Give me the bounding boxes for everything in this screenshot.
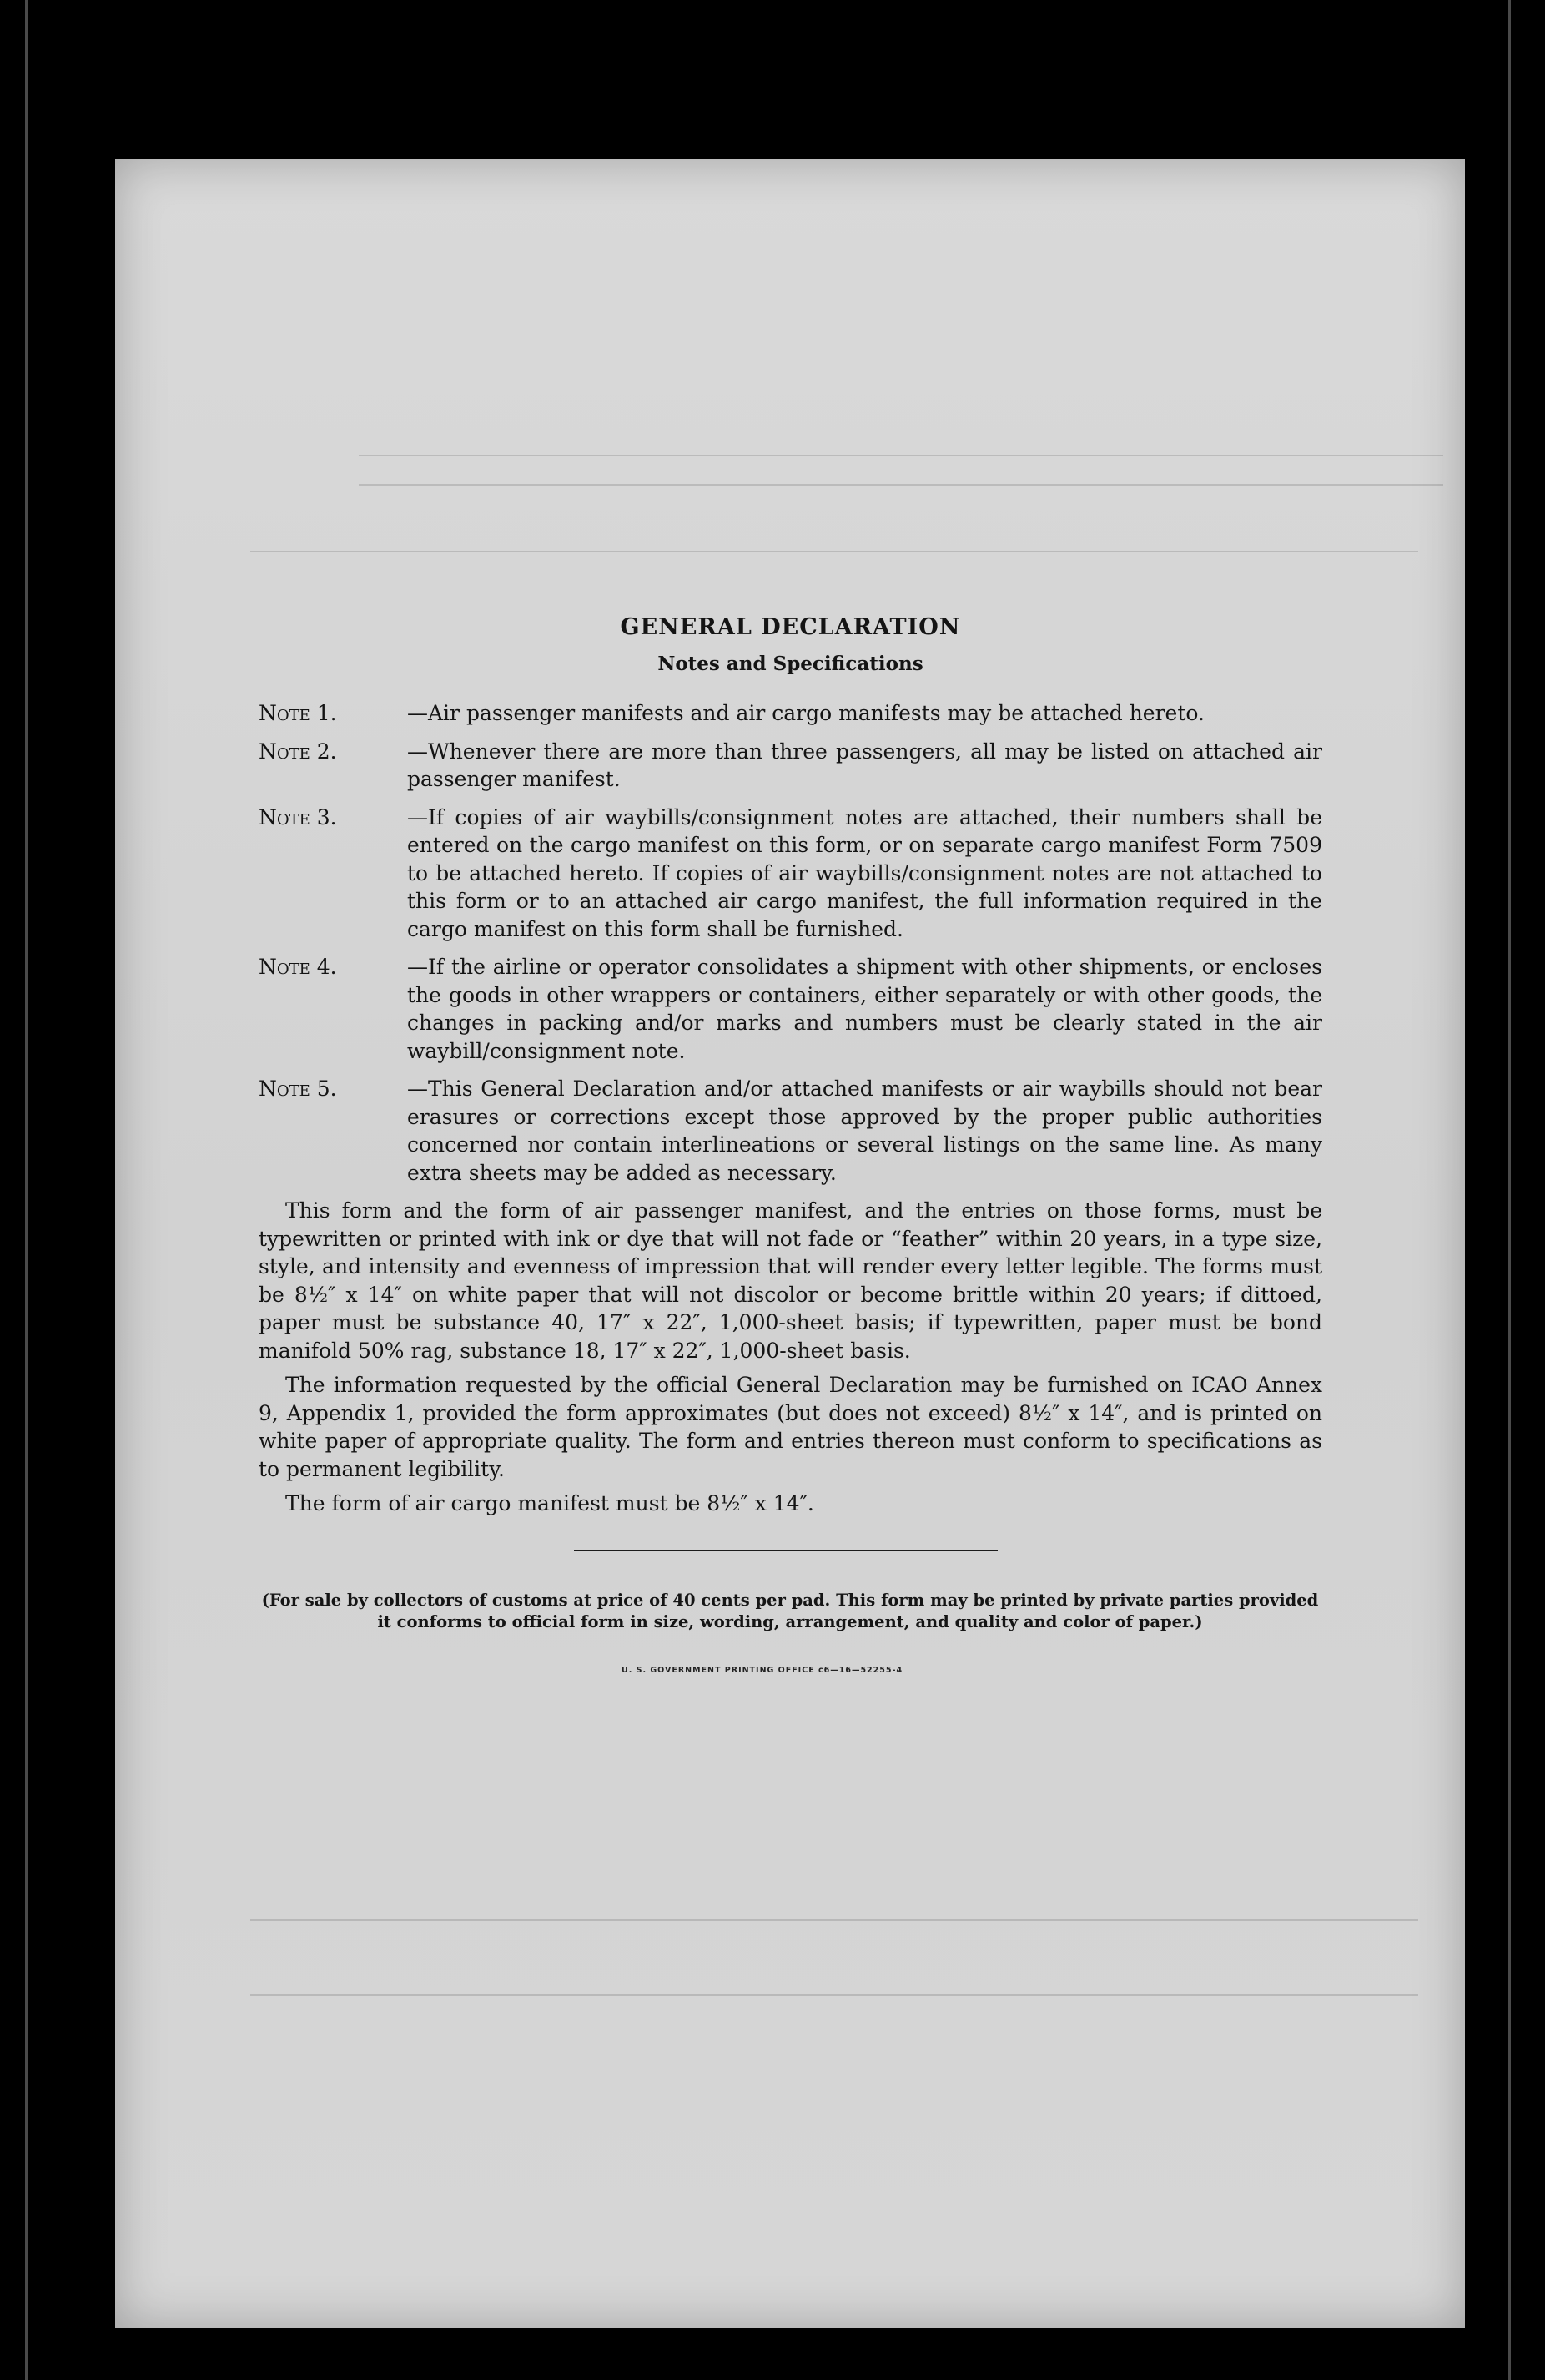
- note-label: Note 3.: [259, 804, 337, 829]
- film-edge-right: [1508, 0, 1511, 2380]
- note-text: —Air passenger manifests and air cargo manifests may be attached hereto.: [407, 701, 1205, 725]
- paragraph-icao-annex: The information requested by the official General Declaration may be furnished on ICAO Annex 9, Appendix 1, provided the form approximates (but does not exceed) 8½″ x 14″, and is printed on white paper of appropriate quality. The form and entries thereon must conform to specifications as to permanent legibility.: [259, 1373, 1322, 1481]
- paragraph-form-requirements: This form and the form of air passenger manifest, and the entries on those forms, must be typewritten or printed with ink or dye that will not fade or “feather” within 20 years, in a type size, style, and intensity and evenness of impression that will render every letter legible. The forms must be 8½″ x 14″ on white paper that will not discolor or become brittle within 20 years; if dittoed, paper must be substance 40, 17″ x 22″, 1,000-sheet basis; if typewritten, paper must be bond manifold 50% rag, substance 18, 17″ x 22″, 1,000-sheet basis.: [259, 1198, 1322, 1363]
- note-1: [259, 699, 1322, 728]
- note-text: —This General Declaration and/or attached manifests or air waybills should not bear erasures or corrections except those approved by the proper public authorities concerned nor contain interlineations or several listings on the same line. As many extra sheets may be added as necessary.: [407, 1077, 1322, 1185]
- note-text: —If the airline or operator consolidates a shipment with other shipments, or encloses the goods in other wrappers or containers, either separately or with other goods, the changes in packing and/or marks and numbers must be clearly stated in the air waybill/consignment note.: [407, 955, 1322, 1063]
- note-label: Note 5.: [259, 1077, 337, 1101]
- sale-note: (For sale by collectors of customs at price of 40 cents per pad. This form may be printed by private parties provided it conforms to official form in size, wording, arrangement, and quality and color of paper.): [261, 1591, 1319, 1631]
- note-5: [259, 1075, 1322, 1187]
- note-text: —Whenever there are more than three passengers, all may be listed on attached air passenger manifest.: [407, 739, 1322, 791]
- note-4: [259, 953, 1322, 1065]
- note-label: Note 4.: [259, 955, 337, 979]
- note-label: Note 2.: [259, 739, 337, 764]
- notes-and-specifications: [259, 613, 1322, 1525]
- printing-office-imprint: U. S. GOVERNMENT PRINTING OFFICE c6—16—52255-4: [622, 1666, 903, 1675]
- note-label: Note 1.: [259, 701, 337, 725]
- page-subtitle: Notes and Specifications: [657, 652, 923, 675]
- note-2: [259, 738, 1322, 794]
- film-edge-left: [25, 0, 28, 2380]
- note-3: [259, 804, 1322, 944]
- note-text: —If copies of air waybills/consignment notes are attached, their numbers shall be entered on the cargo manifest on this form, or on separate cargo manifest Form 7509 to be attached hereto. If copies of air waybills/consignment notes are not attached to this form or to an attached air cargo manifest, the full information required in the cargo manifest on this form shall be furnished.: [407, 804, 1322, 941]
- signature-line: [574, 1550, 998, 1551]
- page-title: GENERAL DECLARATION: [620, 614, 961, 640]
- paragraph-cargo-manifest-size: The form of air cargo manifest must be 8½″ x 14″.: [285, 1491, 814, 1515]
